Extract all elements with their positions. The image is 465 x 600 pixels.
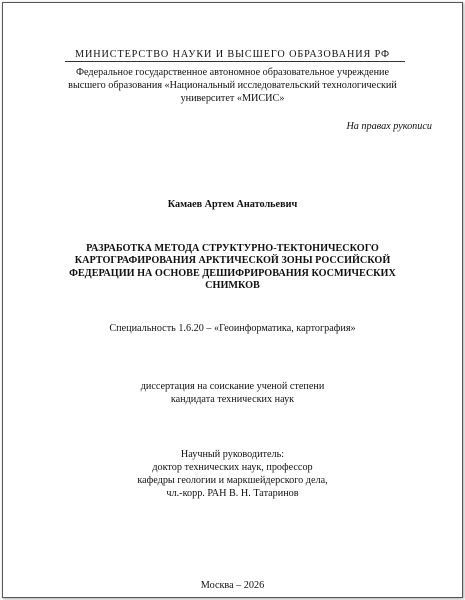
document-page bbox=[2, 2, 463, 598]
dissertation-title bbox=[43, 243, 422, 293]
title-line: РАЗРАБОТКА МЕТОДА СТРУКТУРНО-ТЕКТОНИЧЕСКОГО bbox=[86, 243, 379, 254]
supervisor-line: чл.-корр. РАН В. Н. Татаринов bbox=[166, 488, 299, 499]
title-line: СНИМКОВ bbox=[205, 280, 260, 292]
title-line: КАРТОГРАФИРОВАНИЯ АРКТИЧЕСКОЙ ЗОНЫ РОССИЙСКОЙ bbox=[74, 255, 391, 267]
supervisor-line: доктор технических наук, профессор bbox=[152, 462, 313, 473]
ministry-heading: МИНИСТЕРСТВО НАУКИ И ВЫСШЕГО ОБРАЗОВАНИЯ РФ bbox=[75, 49, 390, 60]
author-name: Камаев Артем Анатольевич bbox=[167, 199, 298, 210]
supervisor-line: Научный руководитель: bbox=[180, 449, 285, 460]
place-and-year: Москва – 2026 bbox=[200, 580, 265, 591]
supervisor-block bbox=[3, 448, 462, 500]
degree-line: кандидата технических наук bbox=[170, 394, 295, 405]
institution-line: университет «МИСИС» bbox=[180, 93, 285, 105]
title-line: ФЕДЕРАЦИИ НА ОСНОВЕ ДЕШИФРИРОВАНИЯ КОСМИЧЕСКИХ bbox=[69, 267, 396, 279]
supervisor-line: кафедры геологии и маркшейдерского дела, bbox=[137, 475, 328, 486]
manuscript-note: На правах рукописи bbox=[346, 121, 432, 132]
degree-block bbox=[3, 380, 462, 406]
specialty-line: Специальность 1.6.20 – «Геоинформатика, картография» bbox=[109, 323, 356, 334]
degree-line: диссертация на соискание ученой степени bbox=[140, 381, 325, 392]
institution-line: Федеральное государственное автономное образовательное учреждение bbox=[75, 67, 389, 78]
institution-line: высшего образования «Национальный исследовательский технологический bbox=[68, 80, 397, 92]
institution-block bbox=[43, 66, 422, 106]
header-divider bbox=[65, 61, 405, 62]
